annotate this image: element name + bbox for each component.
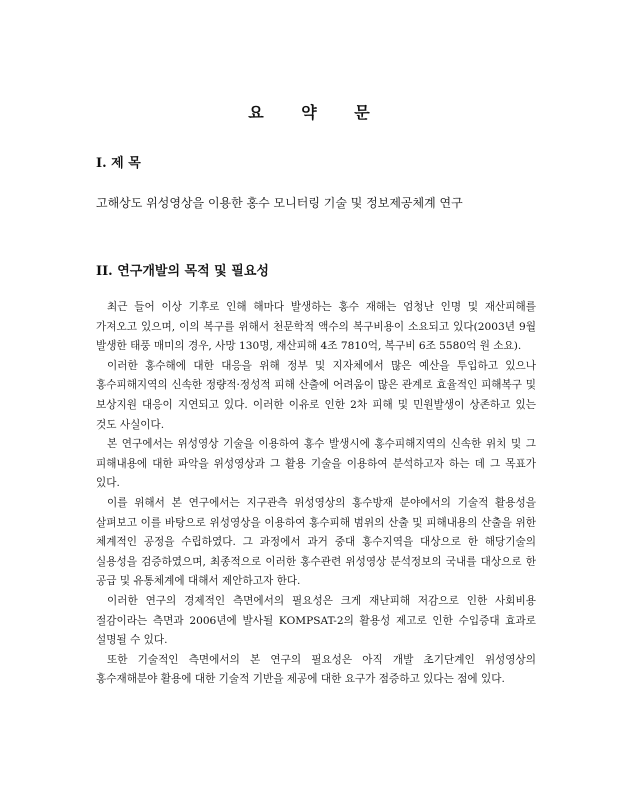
section-heading-title: I. 제 목 [96, 156, 141, 171]
paragraph: 이러한 연구의 경제적인 측면에서의 필요성은 크게 재난피해 저감으로 인한 사회비용 절감이라는 측면과 2006년에 발사될 KOMPSAT-2의 활용성 제고로 인한 수입증대 효과로 설명될 수 있다. [96, 594, 536, 647]
page-title: 요 약 문 [248, 103, 386, 122]
paragraph: 또한 기술적인 측면에서의 본 연구의 필요성은 아직 개발 초기단계인 위성영상의 홍수재해분야 활용에 대한 기술적 기반을 제공에 대한 요구가 점증하고 있다는 점에 있다. [96, 653, 536, 686]
paragraph: 최근 들어 이상 기후로 인해 해마다 발생하는 홍수 재해는 엄청난 인명 및 재산피해를 가져오고 있으며, 이의 복구를 위해서 천문학적 액수의 복구비용이 소요되고 있다(2003년 9월 발생한 태풍 매미의 경우, 사망 130명, 재산피해 4조 7810억, 복구비 6조 5580억 원 소요). [96, 301, 536, 353]
research-subject: 고해상도 위성영상을 이용한 홍수 모니터링 기술 및 정보제공체계 연구 [96, 196, 463, 210]
section-heading-purpose: II. 연구개발의 목적 및 필요성 [96, 264, 269, 279]
section-body [96, 298, 536, 690]
paragraph: 본 연구에서는 위성영상 기술을 이용하여 홍수 발생시에 홍수피해지역의 신속한 위치 및 그 피해내용에 대한 파악을 위성영상과 그 활용 기술을 이용하여 분석하고자 하는 데 그 목표가 있다. [96, 438, 536, 490]
paragraph: 이러한 홍수해에 대한 대응을 위해 정부 및 지자체에서 많은 예산을 투입하고 있으나 홍수피해지역의 신속한 정량적·정성적 피해 산출에 어려움이 많은 관계로 효율적인 피해복구 및 보상지원 대응이 지연되고 있다. 이러한 이유로 인한 2차 피해 및 민원발생이 상존하고 있는 것도 사실이다. [96, 359, 536, 431]
paragraph: 이를 위해서 본 연구에서는 지구관측 위성영상의 홍수방재 분야에서의 기술적 활용성을 살펴보고 이를 바탕으로 위성영상을 이용하여 홍수피해 범위의 산출 및 피해내용의 산출을 위한 체계적인 공정을 수립하였다. 그 과정에서 과거 중대 홍수지역을 대상으로 한 해당기술의 실용성을 검증하였으며, 최종적으로 이러한 홍수관련 위성영상 분석정보의 국내를 대상으로 한 공급 및 유통체계에 대해서 제안하고자 한다. [96, 496, 536, 588]
